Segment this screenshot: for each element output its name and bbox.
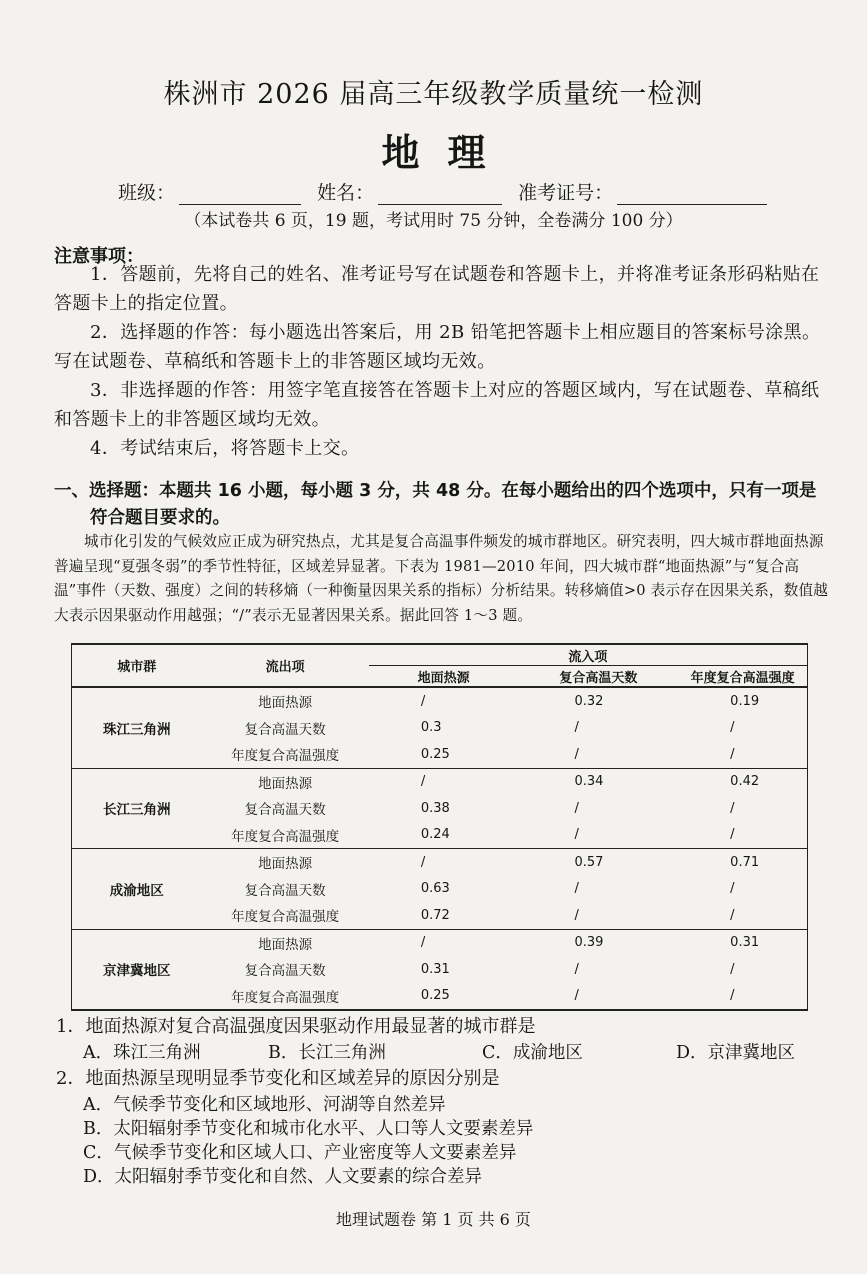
entropy-value: / (574, 720, 579, 736)
entropy-value: / (420, 854, 426, 870)
outflow-item: 地面热源 (258, 775, 313, 792)
header-in-col-3: 年度复合高温强度 (678, 666, 807, 688)
entropy-value: 0.24 (420, 827, 450, 843)
entropy-value: / (730, 961, 735, 977)
exam-title: 株洲市 2026 届高三年级教学质量统一检测 (163, 79, 704, 110)
q2-option-a: A．气候季节变化和区域地形、河湖等自然差异 (83, 1095, 446, 1115)
name-label: 姓名： (317, 182, 375, 204)
entropy-value: / (730, 881, 735, 897)
entropy-value: / (574, 800, 579, 816)
q2-option-d: D．太阳辐射季节变化和自然、人文要素的综合差异 (83, 1167, 483, 1187)
outflow-item: 复合高温天数 (244, 802, 326, 819)
table-row (72, 929, 808, 956)
entropy-value: 0.32 (574, 693, 604, 709)
entropy-value: / (420, 693, 426, 709)
page-footer: 地理试题卷 第 1 页 共 6 页 (336, 1210, 531, 1229)
entropy-value: 0.71 (730, 854, 760, 870)
q1-option-c: C．成渝地区 (482, 1043, 583, 1063)
notice-item-4: 4．考试结束后，将答题卡上交。 (90, 438, 360, 459)
subject-title: 地理 (381, 130, 514, 175)
entropy-value: / (574, 907, 579, 923)
student-info-row (118, 178, 777, 205)
header-city: 城市群 (72, 644, 202, 687)
entropy-value: / (574, 961, 579, 977)
outflow-item: 地面热源 (258, 936, 313, 953)
q2-option-c: C．气候季节变化和区域人口、产业密度等人文要素差异 (83, 1143, 517, 1163)
outflow-item: 复合高温天数 (244, 882, 326, 899)
exam-id-label: 准考证号： (518, 182, 614, 204)
header-in-col-2: 复合高温天数 (519, 666, 679, 688)
question-1-stem: 1．地面热源对复合高温强度因果驱动作用最显著的城市群是 (56, 1016, 536, 1037)
table-group (72, 687, 808, 768)
outflow-item: 年度复合高温强度 (231, 748, 340, 765)
entropy-value: 0.38 (420, 800, 450, 816)
city-group-name: 成渝地区 (109, 882, 164, 899)
entropy-value: 0.25 (420, 988, 450, 1004)
header-outflow: 流出项 (201, 644, 368, 687)
q1-option-a: A．珠江三角洲 (83, 1043, 201, 1063)
entropy-value: / (730, 907, 735, 923)
entropy-value: 0.42 (730, 774, 760, 790)
entropy-value: 0.39 (574, 935, 604, 951)
entropy-value: / (730, 800, 735, 816)
outflow-item: 年度复合高温强度 (231, 828, 340, 845)
q1-option-d: D．京津冀地区 (676, 1043, 796, 1063)
entropy-value: 0.72 (420, 907, 450, 923)
transfer-entropy-table (71, 643, 808, 1011)
q1-option-b: B．长江三角洲 (268, 1043, 386, 1063)
outflow-item: 地面热源 (258, 695, 313, 712)
table-row (72, 768, 808, 795)
question-2-stem: 2．地面热源呈现明显季节变化和区域差异的原因分别是 (56, 1068, 500, 1089)
entropy-value: / (420, 935, 426, 951)
entropy-value: / (420, 774, 426, 790)
entropy-value: / (730, 988, 735, 1004)
table-row (72, 687, 808, 715)
entropy-value: / (730, 827, 735, 843)
exam-id-blank (617, 186, 767, 205)
notice-item-3: 3．非选择题的作答：用签字笔直接答在答题卡上对应的答题区域内，写在试题卷、草稿纸和答题卡上的非答题区域均无效。 (54, 380, 820, 430)
entropy-value: / (730, 746, 735, 762)
outflow-item: 地面热源 (258, 856, 313, 873)
table-row (72, 849, 808, 876)
entropy-value: / (574, 881, 579, 897)
entropy-value: 0.63 (420, 881, 450, 897)
outflow-item: 年度复合高温强度 (231, 909, 340, 926)
entropy-value: 0.31 (420, 961, 450, 977)
notice-item-1: 1．答题前，先将自己的姓名、准考证号写在试题卷和答题卡上，并将准考证条形码粘贴在答题卡上的指定位置。 (54, 264, 820, 314)
q2-option-b: B．太阳辐射季节变化和城市化水平、人口等人文要素差异 (83, 1119, 534, 1139)
section-heading: 一、选择题：本题共 16 小题，每小题 3 分，共 48 分。在每小题给出的四个选项中，只有一项是符合题目要求的。 (54, 481, 817, 528)
table-group (72, 768, 808, 849)
entropy-value: / (574, 827, 579, 843)
header-inflow: 流入项 (369, 644, 808, 666)
outflow-item: 年度复合高温强度 (231, 989, 340, 1006)
entropy-value: 0.57 (574, 854, 604, 870)
city-group-name: 珠江三角洲 (102, 721, 171, 738)
entropy-value: 0.19 (730, 693, 760, 709)
entropy-value: 0.34 (574, 774, 604, 790)
table-group (72, 849, 808, 930)
outflow-item: 复合高温天数 (244, 963, 326, 980)
table-group (72, 929, 808, 1010)
class-label: 班级： (118, 182, 176, 204)
notice-title: 注意事项： (54, 246, 144, 267)
name-blank (378, 186, 502, 205)
exam-meta: （本试卷共 6 页，19 题，考试用时 75 分钟，全卷满分 100 分） (184, 211, 683, 231)
entropy-value: / (574, 988, 579, 1004)
city-group-name: 长江三角洲 (102, 802, 171, 819)
entropy-value: 0.31 (730, 935, 760, 951)
entropy-value: 0.3 (420, 720, 442, 736)
header-in-col-1: 地面热源 (369, 666, 519, 688)
entropy-value: / (730, 720, 735, 736)
outflow-item: 复合高温天数 (244, 721, 326, 738)
notice-item-2: 2．选择题的作答：每小题选出答案后，用 2B 铅笔把答题卡上相应题目的答案标号涂黑。写在试题卷、草稿纸和答题卡上的非答题区域均无效。 (54, 322, 821, 372)
reading-passage: 城市化引发的气候效应正成为研究热点，尤其是复合高温事件频发的城市群地区。研究表明，四大城市群地面热源普遍呈现“夏强冬弱”的季节性特征，区域差异显著。下表为 1981—2010 年间，四大城市群“地面热源”与“复合高温”事件（天数、强度）之间的转移熵（一种衡量因果关系的指标）分析结果。转移熵值>0 表示存在因果关系，数值越大表示因果驱动作用越强；“/”表示无显著因果关系。据此回答 1～3 题。 (54, 533, 829, 624)
entropy-value: / (574, 746, 579, 762)
entropy-value: 0.25 (420, 746, 450, 762)
city-group-name: 京津冀地区 (102, 963, 171, 980)
class-blank (179, 186, 301, 205)
